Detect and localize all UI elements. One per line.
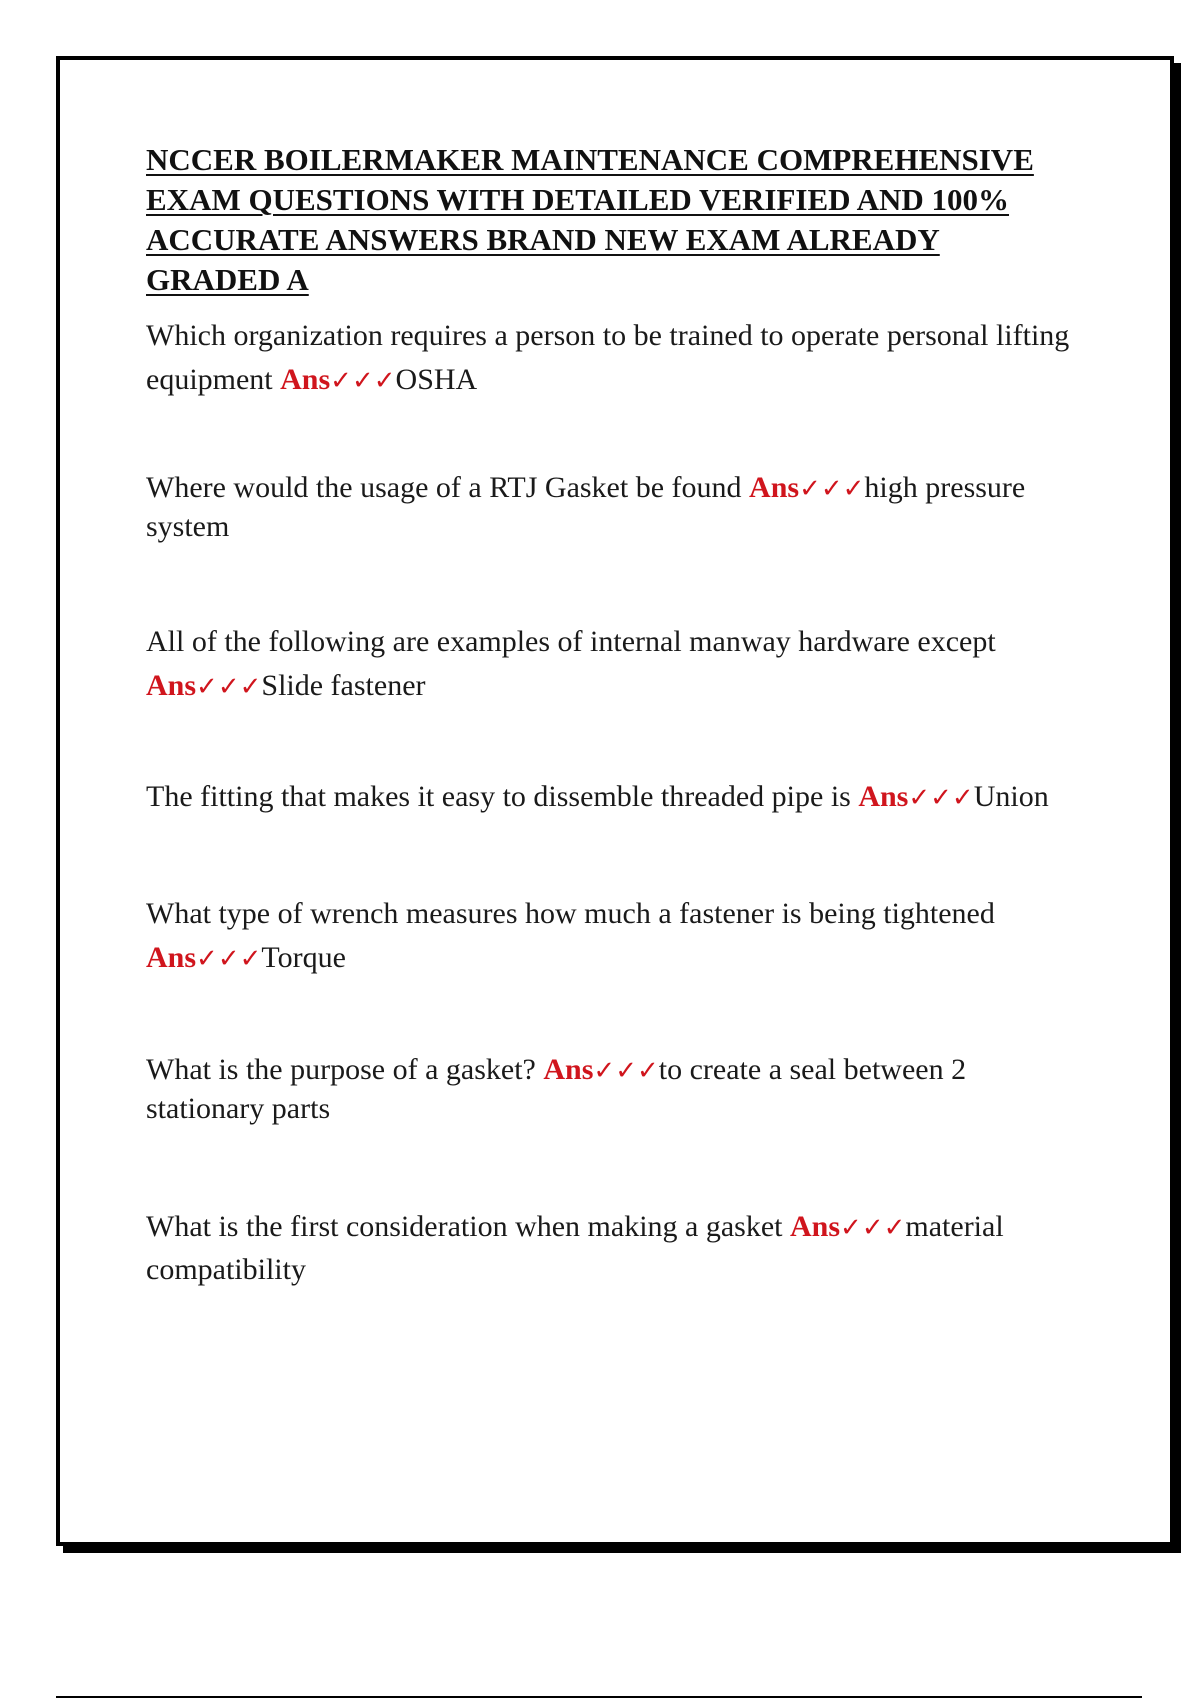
answer-text: OSHA <box>395 363 478 396</box>
answer-text: Torque <box>261 941 346 974</box>
question-text: The fitting that makes it easy to dissemble threaded pipe is <box>146 780 859 813</box>
question-text: What type of wrench measures how much a fastener is being tightened <box>146 897 995 930</box>
check-marks-icon: ✓✓✓ <box>330 366 396 396</box>
answer-label: Ans <box>543 1053 594 1086</box>
qa-item <box>146 469 1076 546</box>
question-text: All of the following are examples of internal manway hardware except <box>146 625 996 658</box>
qa-item <box>146 1206 1076 1291</box>
qa-item <box>146 314 1076 403</box>
qa-item <box>146 892 1076 981</box>
qa-item <box>146 620 1076 709</box>
question-text: Where would the usage of a RTJ Gasket be found <box>146 471 750 504</box>
answer-text: material compatibility <box>146 1210 1004 1286</box>
question-text: What is the first consideration when making a gasket <box>146 1210 790 1243</box>
answer-label: Ans <box>858 780 909 813</box>
qa-item <box>146 775 1076 820</box>
check-marks-icon: ✓✓✓ <box>196 672 262 702</box>
question-text: Which organization requires a person to be trained to operate personal lifting equipment <box>146 319 1070 396</box>
check-marks-icon: ✓✓✓ <box>840 1213 906 1243</box>
footer-rule <box>56 1696 1142 1698</box>
document-content <box>146 140 1076 1291</box>
check-marks-icon: ✓✓✓ <box>799 474 865 504</box>
question-text: What is the purpose of a gasket? <box>146 1053 544 1086</box>
check-marks-icon: ✓✓✓ <box>908 783 974 813</box>
check-marks-icon: ✓✓✓ <box>593 1056 659 1086</box>
answer-text: Union <box>973 780 1049 813</box>
qa-list <box>146 314 1076 1291</box>
check-marks-icon: ✓✓✓ <box>196 944 262 974</box>
answer-label: Ans <box>146 669 197 702</box>
qa-item <box>146 1051 1076 1128</box>
answer-text: to create a seal between 2 stationary parts <box>146 1053 967 1125</box>
answer-label: Ans <box>146 941 197 974</box>
answer-label: Ans <box>280 363 331 396</box>
answer-label: Ans <box>749 471 800 504</box>
answer-text: high pressure system <box>146 471 1026 543</box>
document-title: NCCER BOILERMAKER MAINTENANCE COMPREHENSIVE EXAM QUESTIONS WITH DETAILED VERIFIED AND 100% ACCURATE ANSWERS BRAND NEW EXAM ALREADY GRADED A <box>146 142 1034 297</box>
answer-text: Slide fastener <box>261 669 426 702</box>
answer-label: Ans <box>790 1210 841 1243</box>
